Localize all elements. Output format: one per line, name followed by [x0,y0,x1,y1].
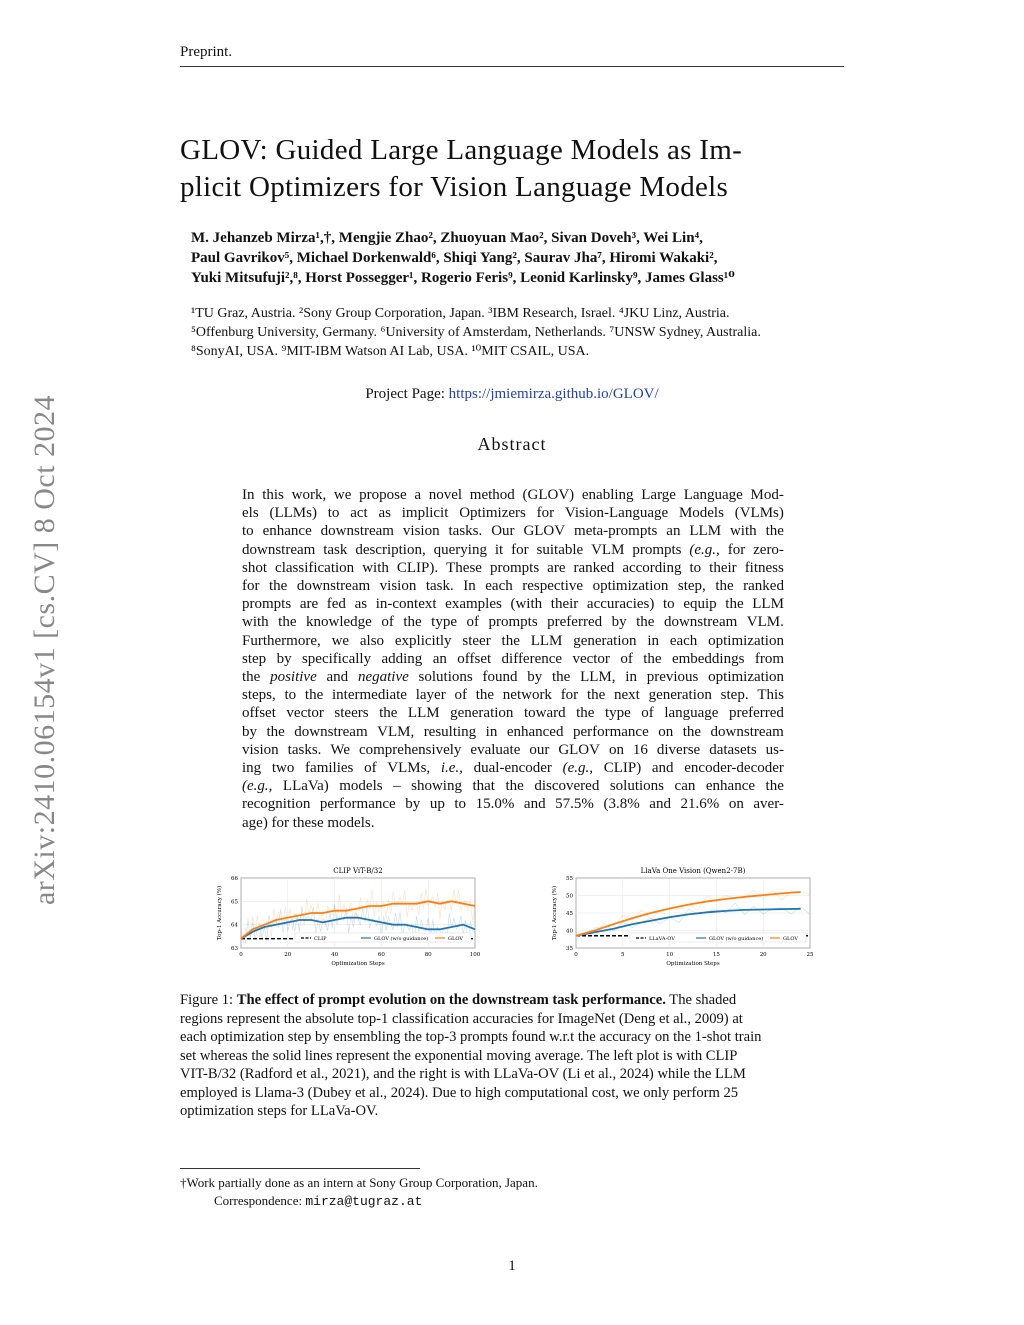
abstract-line: offset vector steers the LLM generation toward the type of language preferred [242,705,784,722]
abstract-line: age) for these models. [242,814,375,831]
x-tick-label: 100 [469,952,481,958]
caption-line: VIT-B/32 (Radford et al., 2021), and the right is with LLaVa-OV (Li et al., 2024) while the LLM [180,1066,746,1082]
abstract-line: by the downstream VLM, resulting in enhanced performance on the downstream [242,723,784,740]
x-tick-label: 80 [424,952,432,958]
abstract-line: to enhance downstream vision tasks. Our GLOV meta-prompts an LLM with the [242,523,784,540]
y-tick-label: 55 [566,876,573,882]
abstract-line: with the knowledge of the type of prompts preferred by the downstream VLM. [242,614,784,631]
caption-line: The shaded [669,992,737,1008]
caption-bold: The effect of prompt evolution on the downstream task performance. [236,992,666,1008]
x-axis-label: Optimization Steps [331,961,385,967]
affiliation-line: ¹TU Graz, Austria. ²Sony Group Corporation, Japan. ³IBM Research, Israel. ⁴JKU Linz, Austria. [191,306,730,321]
abstract-body [242,486,784,832]
chart-title: LlaVa One Vision (Qwen2-7B) [640,867,746,875]
author-list [191,228,831,288]
abstract-line: ing two families of VLMs, i.e., dual-encoder (e.g., CLIP) and encoder-decoder [242,760,784,777]
x-tick-label: 0 [574,952,578,958]
affiliation-line: ⁵Offenburg University, Germany. ⁶University of Amsterdam, Netherlands. ⁷UNSW Sydney, Australia. [191,325,761,340]
abstract-line: In this work, we propose a novel method (GLOV) enabling Large Language Mod- [242,487,784,503]
abstract-line: step by specifically adding an offset difference vector of the embeddings from [242,650,784,667]
correspondence-email[interactable]: mirza@tugraz.at [305,1194,423,1209]
author-line: M. Jehanzeb Mirza¹,†, Mengjie Zhao², Zhuoyuan Mao², Sivan Doveh³, Wei Lin⁴, [191,230,703,246]
legend-label: GLOV [448,936,463,942]
abstract-line: (e.g., LLaVa) models – showing that the discovered solutions can enhance the [242,778,784,795]
x-axis-label: Optimization Steps [666,961,720,967]
abstract-line: els (LLMs) to act as implicit Optimizers for Vision-Language Models (VLMs) [242,505,784,522]
running-header: Preprint. [180,44,233,60]
affiliation-line: ⁸SonyAI, USA. ⁹MIT-IBM Watson AI Lab, USA. ¹⁰MIT CSAIL, USA. [191,344,590,359]
chart-title: CLIP ViT-B/32 [333,867,383,875]
author-line: Yuki Mitsufuji²,⁸, Horst Possegger¹, Rogerio Feris⁹, Leonid Karlinsky⁹, James Glass¹⁰ [191,270,735,286]
x-tick-label: 10 [666,952,674,958]
caption-line: regions represent the absolute top-1 classification accuracies for ImageNet (Deng et al., 2009) at [180,1010,743,1027]
chart-clip [205,862,490,974]
author-line: Paul Gavrikov⁵, Michael Dorkenwald⁶, Shiqi Yang², Saurav Jha⁷, Hiromi Wakaki², [191,250,718,266]
x-tick-label: 20 [759,952,767,958]
abstract-line: Furthermore, we also explicitly steer the LLM generation in each optimization [242,632,784,649]
caption-line: each optimization step by ensembling the top-3 prompts found w.r.t the accuracy on the 1-shot train [180,1029,762,1045]
arxiv-stamp-text: arXiv:2410.06154v1 [cs.CV] 8 Oct 2024 [28,394,62,906]
legend-label: CLIP [314,936,327,942]
x-tick-label: 60 [377,952,385,958]
title-line-2: plicit Optimizers for Vision Language Models [180,171,729,203]
header-rule [180,66,844,67]
abstract-line: steps, to the intermediate layer of the network for the next generation step. This [242,687,784,704]
caption-line: set whereas the solid lines represent the exponential moving average. The left plot is with CLIP [180,1047,738,1064]
legend-label: LLaVA-OV [649,936,675,942]
x-tick-label: 25 [806,952,814,958]
x-tick-label: 5 [621,952,625,958]
caption-label: Figure 1: [180,992,234,1008]
caption-line: optimization steps for LLaVa-OV. [180,1103,379,1119]
abstract-line: shot classification with CLIP). These prompts are ranked according to their fitness [242,559,784,576]
project-link[interactable]: https://jmiemirza.github.io/GLOV/ [448,386,659,402]
y-tick-label: 35 [566,946,573,952]
abstract-line: the positive and negative solutions found by the LLM, in previous optimization [242,669,784,686]
y-tick-label: 50 [566,893,573,900]
abstract-line: vision tasks. We comprehensively evaluate our GLOV on 16 diverse datasets us- [242,741,784,758]
legend-label: GLOV [783,936,798,942]
abstract-heading: Abstract [477,434,547,454]
arxiv-stamp [18,360,72,940]
project-page [180,386,844,403]
paper-title [180,132,844,206]
page-number: 1 [508,1258,516,1274]
footnote-line: †Work partially done as an intern at Sony Group Corporation, Japan. [180,1175,538,1190]
affiliations [191,304,841,361]
figure-caption [180,991,844,1121]
correspondence-label: Correspondence: [214,1193,303,1208]
abstract-line: recognition performance by up to 15.0% and 57.5% (3.8% and 21.6% on aver- [242,796,784,813]
project-label: Project Page: [365,386,445,402]
x-tick-label: 0 [239,952,243,958]
caption-line: employed is Llama-3 (Dubey et al., 2024). Due to high computational cost, we only perform 25 [180,1084,739,1101]
y-tick-label: 40 [566,928,573,935]
y-axis-label: Top-1 Accuracy (%) [217,885,223,941]
chart-llava [540,862,825,974]
x-tick-label: 20 [284,952,292,958]
y-axis-label: Top-1 Accuracy (%) [552,885,558,941]
legend-label: GLOV (w/o guidance) [709,936,764,942]
abstract-line: prompts are fed as in-context examples (with their accuracies) to equip the LLM [242,596,784,613]
y-tick-label: 45 [566,911,573,917]
x-tick-label: 40 [331,952,339,958]
y-tick-label: 63 [231,946,238,952]
y-tick-label: 66 [231,876,238,882]
x-tick-label: 15 [712,952,720,958]
abstract-line: downstream task description, querying it for suitable VLM prompts (e.g., for zero- [242,541,784,558]
legend-label: GLOV (w/o guidance) [374,936,429,942]
footnote [180,1174,844,1211]
abstract-line: for the downstream vision task. In each respective optimization step, the ranked [242,578,784,595]
y-tick-label: 65 [231,899,238,906]
title-line-1: GLOV: Guided Large Language Models as Im- [180,134,743,166]
footnote-rule [180,1168,420,1169]
y-tick-label: 64 [231,922,238,929]
